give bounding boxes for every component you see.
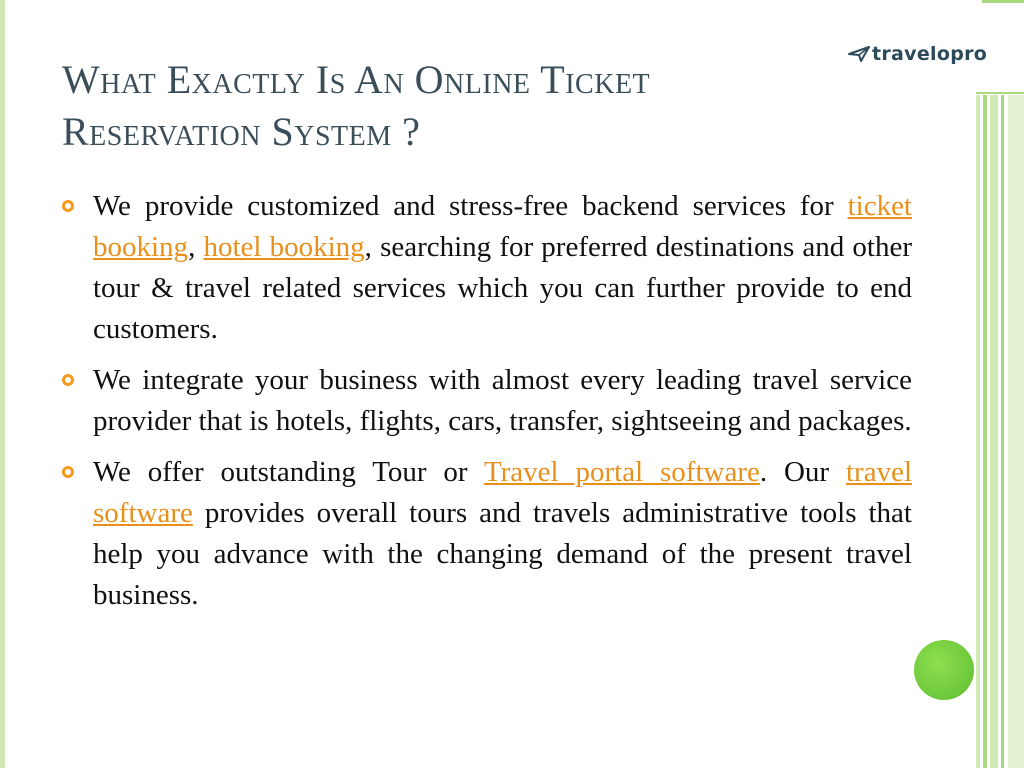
corner-decoration xyxy=(982,0,1024,3)
bullet-ring-icon xyxy=(62,374,74,386)
bullet-text xyxy=(93,452,912,616)
text-segment: provides overall tours and travels administrative tools that help you advance with the changing demand of the present travel business. xyxy=(93,497,912,611)
bullet-list xyxy=(62,186,912,626)
list-item xyxy=(62,360,912,442)
bullet-text xyxy=(93,186,912,350)
hotel-booking-link[interactable]: hotel booking xyxy=(203,231,365,263)
right-stripe xyxy=(990,95,998,768)
right-stripe xyxy=(976,95,980,768)
ticket-booking-link[interactable]: ticket booking xyxy=(93,190,912,263)
right-stripe xyxy=(1001,95,1004,768)
bullet-text: We integrate your business with almost every leading travel service provider that is hotels, flights, cars, transfer, sightseeing and packages. xyxy=(93,364,912,437)
slide-title: What Exactly Is An Online Ticket Reservation System ? xyxy=(62,57,651,154)
stripe-top-rule xyxy=(976,92,1024,94)
travel-software-link[interactable]: travel software xyxy=(93,456,912,529)
bullet-ring-icon xyxy=(62,200,74,212)
text-segment: We offer outstanding Tour or xyxy=(93,456,484,488)
bullet-ring-icon xyxy=(62,466,74,478)
list-item xyxy=(62,186,912,350)
right-stripe xyxy=(1008,95,1024,768)
green-circle-decoration xyxy=(914,640,974,700)
right-stripe xyxy=(983,95,987,768)
travelopro-logo xyxy=(848,40,987,68)
paper-plane-icon xyxy=(848,45,870,63)
logo-wordmark: travelopro xyxy=(872,43,988,65)
left-border-line xyxy=(0,0,5,768)
text-segment: , searching for preferred destinations and other tour & travel related services which you can further provide to end customers. xyxy=(93,231,912,345)
list-item xyxy=(62,452,912,616)
text-segment: We provide customized and stress-free backend services for xyxy=(93,190,848,222)
text-segment: . Our xyxy=(759,456,846,488)
text-segment: , xyxy=(188,231,204,263)
travel-portal-software-link[interactable]: Travel portal software xyxy=(483,456,760,488)
